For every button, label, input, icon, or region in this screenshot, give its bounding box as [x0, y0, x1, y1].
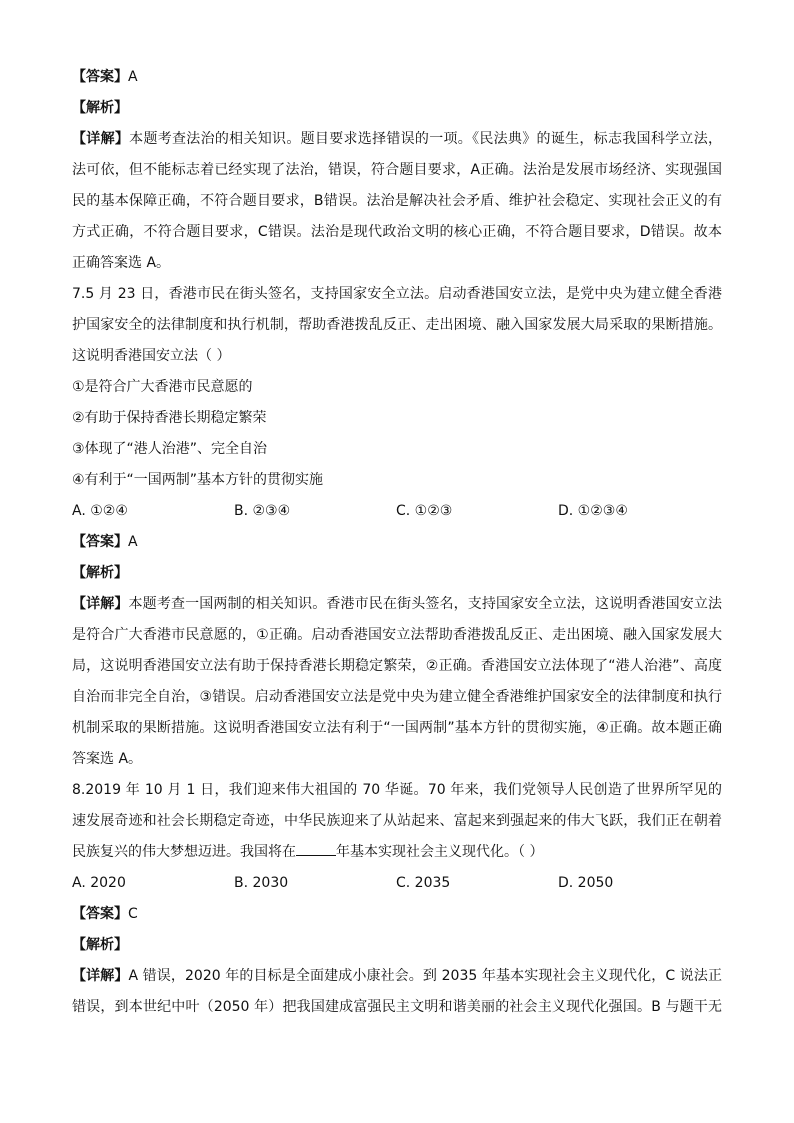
q6-answer [72, 62, 722, 93]
q8-stem-line-1: 8.2019 年 10 月 1 日，我们迎来伟大祖国的 70 华诞。70 年来，我们党领导人民创造了世界所罕见的 [72, 782, 722, 798]
q6-detail-line-3: 民的基本保障正确，不符合题目要求，B错误。法治是解决社会矛盾、维护社会稳定、实现社会正义的有 [72, 193, 722, 209]
answer-label: 【答案】 [72, 906, 128, 922]
q8-options [72, 868, 722, 899]
q8-analysis-label: 【解析】 [72, 937, 128, 953]
q8-answer [72, 899, 722, 930]
q6-detail-line-1: 【详解】本题考查法治的相关知识。题目要求选择错误的一项。《民法典》的诞生，标志我国科学立法， [72, 131, 722, 147]
q7-detail-line-6: 答案选 A。 [72, 751, 143, 767]
q7-options [72, 496, 722, 527]
q8-detail-line-2: 错误，到本世纪中叶（2050 年）把我国建成富强民主文明和谐美丽的社会主义现代化强国。B 与题干无 [72, 999, 722, 1015]
q7-option-c: C. ①②③ [396, 503, 453, 519]
q7-stem-line-1: 7.5 月 23 日，香港市民在街头签名，支持国家安全立法。启动香港国安立法，是党中央为建立健全香港 [72, 286, 722, 302]
answer-value: A [128, 69, 138, 85]
q6-detail-line-4: 方式正确，不符合题目要求，C错误。法治是现代政治文明的核心正确，不符合题目要求，D错误。故本 [72, 224, 722, 240]
fill-in-blank [296, 841, 336, 856]
q7-option-d: D. ①②③④ [558, 503, 628, 519]
answer-label: 【答案】 [72, 69, 128, 85]
q7-detail-line-1: 【详解】本题考查一国两制的相关知识。香港市民在街头签名，支持国家安全立法，这说明香港国安立法 [72, 596, 722, 612]
q8-option-d: D. 2050 [558, 875, 614, 891]
q8-option-a: A. 2020 [72, 875, 126, 891]
q8-stem-line-2: 速发展奇迹和社会长期稳定奇迹，中华民族迎来了从站起来、富起来到强起来的伟大飞跃，我们正在朝着 [72, 813, 722, 829]
q7-detail-line-5: 机制采取的果断措施。这说明香港国安立法有利于“一国两制”基本方针的贯彻实施，④正确。故本题正确 [72, 720, 722, 736]
q8-detail-line-1: 【详解】A 错误，2020 年的目标是全面建成小康社会。到 2035 年基本实现社会主义现代化，C 说法正 [72, 968, 722, 984]
q7-stem-line-3: 这说明香港国安立法（ ） [72, 348, 231, 364]
q7-detail-line-4: 自治而非完全自治，③错误。启动香港国安立法是党中央为建立健全香港维护国家安全的法律制度和执行 [72, 689, 722, 705]
q8-option-b: B. 2030 [234, 875, 289, 891]
q7-statement-1: ①是符合广大香港市民意愿的 [72, 379, 253, 395]
q8-option-c: C. 2035 [396, 875, 451, 891]
q7-statement-2: ②有助于保持香港长期稳定繁荣 [72, 410, 267, 426]
q7-analysis-label: 【解析】 [72, 565, 128, 581]
q8-stem-line-3: 民族复兴的伟大梦想迈进。我国将在 年基本实现社会主义现代化。（ ） [72, 837, 722, 868]
detail-label: 【详解】 [72, 131, 130, 147]
q7-statement-4: ④有利于“一国两制”基本方针的贯彻实施 [72, 472, 324, 488]
q7-detail-line-2: 是符合广大香港市民意愿的，①正确。启动香港国安立法帮助香港拨乱反正、走出困境、融入国家发展大 [72, 627, 722, 643]
q6-analysis-label: 【解析】 [72, 100, 128, 116]
answer-value: C [128, 906, 138, 922]
q7-option-b: B. ②③④ [234, 503, 291, 519]
q7-answer [72, 527, 722, 558]
q7-detail-line-3: 局，这说明香港国安立法有助于保持香港长期稳定繁荣，②正确。香港国安立法体现了“港人治港”、高度 [72, 658, 722, 674]
q6-detail-line-5: 正确答案选 A。 [72, 255, 171, 271]
q6-detail-line-2: 法可依，但不能标志着已经实现了法治，错误，符合题目要求，A正确。法治是发展市场经济、实现强国 [72, 162, 722, 178]
document-page [72, 62, 722, 1023]
answer-label: 【答案】 [72, 534, 128, 550]
q7-statement-3: ③体现了“港人治港”、完全自治 [72, 441, 268, 457]
answer-value: A [128, 534, 138, 550]
detail-label: 【详解】 [72, 968, 129, 984]
q7-stem-line-2: 护国家安全的法律制度和执行机制，帮助香港拨乱反正、走出困境、融入国家发展大局采取的果断措施。 [72, 317, 722, 333]
detail-label: 【详解】 [72, 596, 129, 612]
q7-option-a: A. ①②④ [72, 503, 128, 519]
